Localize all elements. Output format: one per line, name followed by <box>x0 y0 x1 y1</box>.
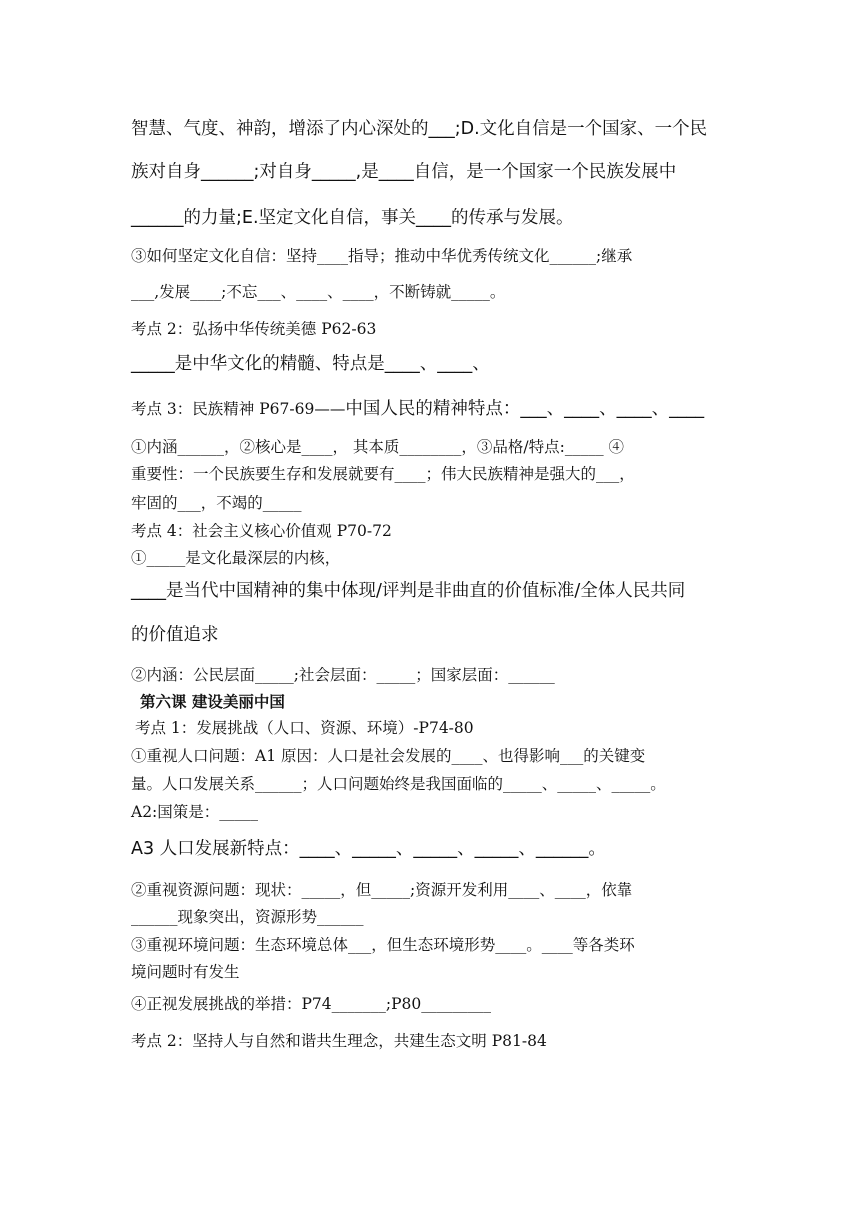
section-heading <box>131 398 704 420</box>
text-line: _____是中华文化的精髓、特点是____、____、 <box>131 354 490 374</box>
text-line: 量。人口发展关系______；人口问题始终是我国面临的_____、_____、_____。 <box>131 775 666 793</box>
text-line: ①_____是文化最深层的内核， <box>131 549 341 567</box>
text-line: 境问题时有发生 <box>131 963 240 981</box>
section-heading: 考点 2：坚持人与自然和谐共生理念，共建生态文明 P81-84 <box>131 1032 547 1050</box>
text-line: ③重视环境问题：生态环境总体___，但生态环境形势____。____等各类环 <box>131 936 635 954</box>
text-line: 的价值追求 <box>131 625 219 645</box>
text-line: 智慧、气度、神韵，增添了内心深处的___;D.文化自信是一个国家、一个民 <box>131 119 708 139</box>
text-line: ___,发展____;不忘___、____、____，不断铸就_____。 <box>131 283 506 301</box>
text-line: ③如何坚定文化自信：坚持____指导；推动中华优秀传统文化______;继承 <box>131 247 633 265</box>
section-heading: 考点 2：弘扬中华传统美德 P62-63 <box>131 320 377 338</box>
lesson-title: 第六课 建设美丽中国 <box>140 693 285 711</box>
text-line: ①内涵______，②核心是____， 其本质________，③品格/特点:_____ ④ <box>131 438 625 456</box>
text-line: ②内涵：公民层面_____;社会层面：_____；国家层面：______ <box>131 666 555 684</box>
text-line: ______现象突出，资源形势______ <box>131 908 364 926</box>
section-heading: 考点 1：发展挑战（人口、资源、环境）-P74-80 <box>135 719 474 737</box>
text-line: 重要性：一个民族要生存和发展就要有____；伟大民族精神是强大的___， <box>131 465 635 483</box>
text-line: 族对自身______;对自身_____,是____自信，是一个国家一个民族发展中 <box>131 162 677 182</box>
heading-part: 中国人民的精神特点：___、____、____、____ <box>345 399 705 419</box>
text-line: A2:国策是：_____ <box>131 803 259 821</box>
text-line: ④正视发展挑战的举措：P74_______;P80_________ <box>131 995 492 1013</box>
text-line: 牢固的___，不竭的_____ <box>131 494 302 512</box>
text-line: ①重视人口问题：A1 原因：人口是社会发展的____、也得影响___的关键变 <box>131 747 646 765</box>
text-line: ____是当代中国精神的集中体现/评判是非曲直的价值标准/全体人民共同 <box>131 581 686 601</box>
heading-part: 考点 3：民族精神 P67-69—— <box>131 400 346 418</box>
text-line: ______的力量;E.坚定文化自信，事关____的传承与发展。 <box>131 208 574 228</box>
text-line: ②重视资源问题：现状：_____，但_____;资源开发利用____、____，依靠 <box>131 881 633 899</box>
text-line: A3 人口发展新特点：____、_____、_____、_____、______。 <box>131 839 606 859</box>
section-heading: 考点 4：社会主义核心价值观 P70-72 <box>131 522 392 540</box>
